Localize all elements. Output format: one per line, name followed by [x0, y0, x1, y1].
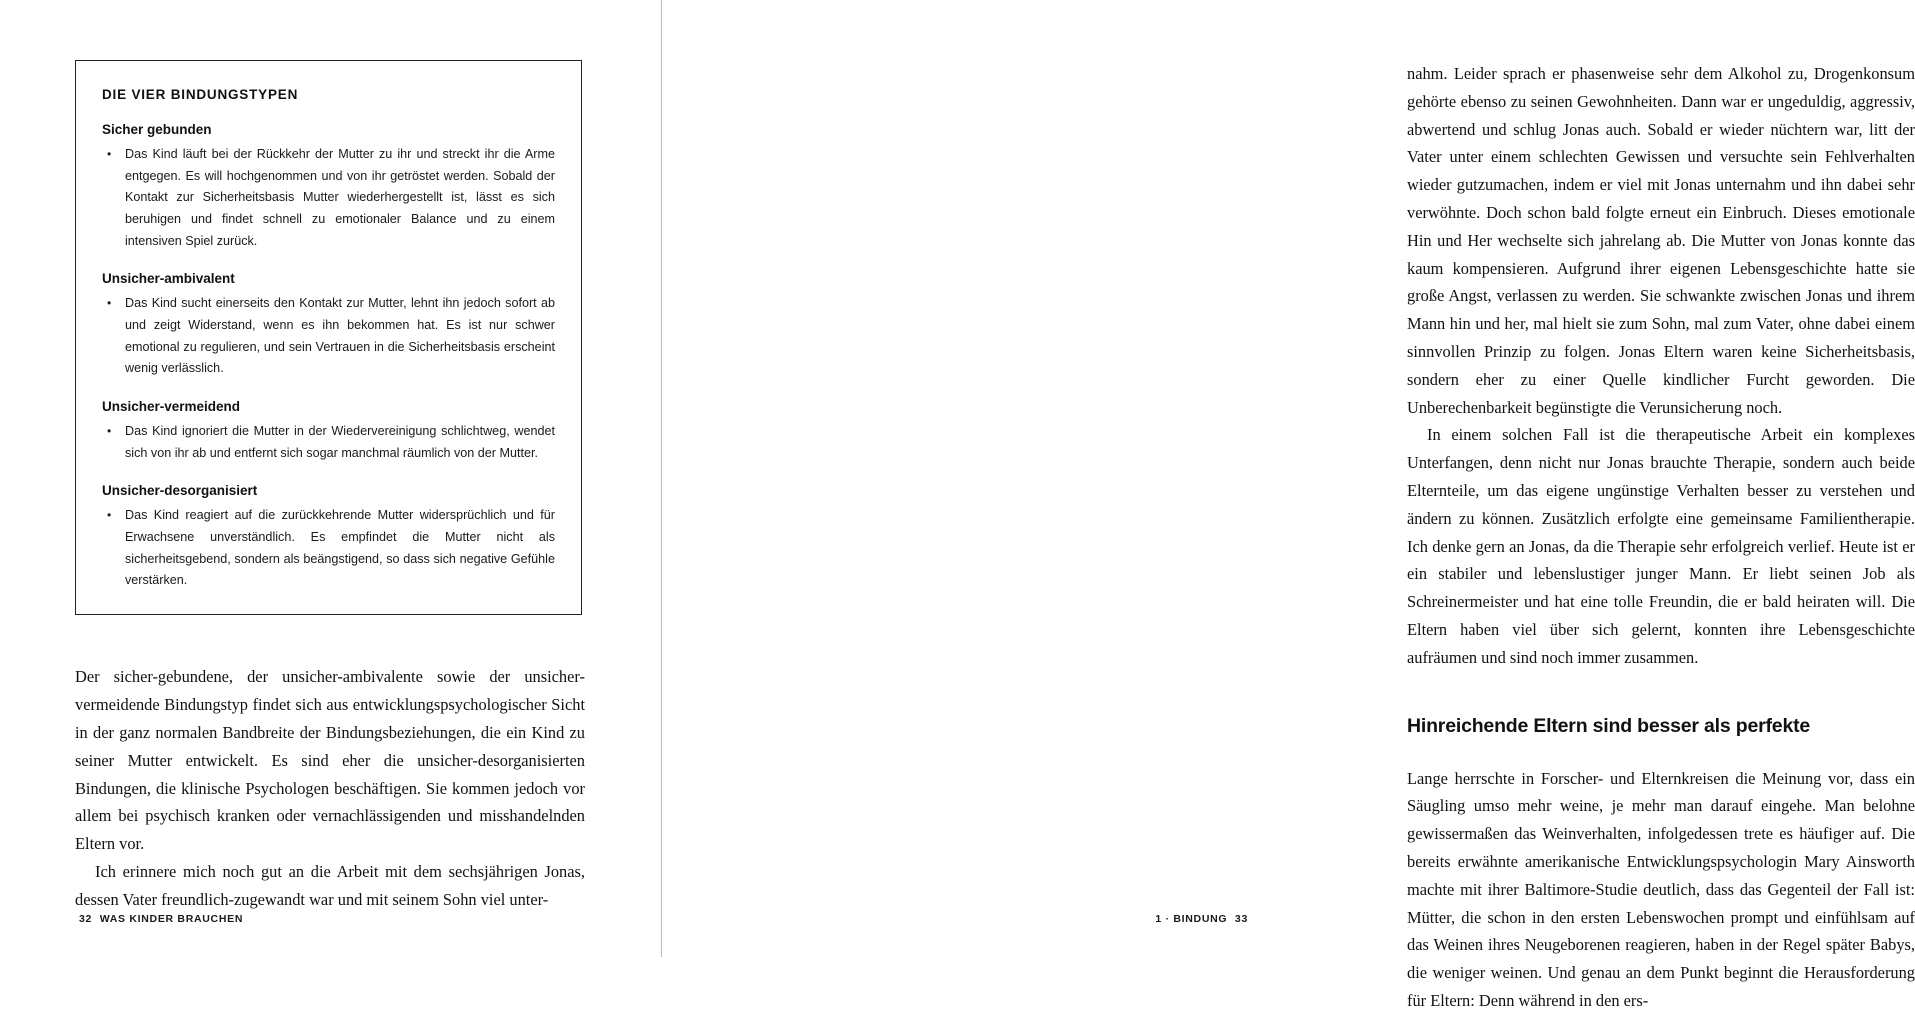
right-page [662, 0, 1915, 1010]
info-box-subheading: Unsicher-ambivalent [102, 271, 235, 287]
chapter-title: 1 · BINDUNG [1155, 913, 1228, 925]
info-box-bullet-list [102, 144, 555, 252]
list-item: • Das Kind läuft bei der Rückkehr der Mutter zu ihr und streckt ihr die Arme entgegen. Es will hochgenommen und von ihr getröstet werden. Sobald der Kontakt zur Sicherheitsbasis Mutter wiederhergestellt ist, lässt es sich beruhigen und findet schnell zu emotionaler Balance und zu einem intensiven Spiel zurück. [102, 144, 555, 252]
info-box-group-avoidant [102, 399, 555, 464]
right-page-body [1407, 60, 1915, 1015]
right-page-footer [1155, 913, 1252, 925]
info-box-bullet-list [102, 421, 555, 464]
section-heading: Hinreichende Eltern sind besser als perfekte [1407, 714, 1811, 737]
info-box-group-ambivalent [102, 271, 555, 380]
list-item: • Das Kind reagiert auf die zurückkehrende Mutter widersprüchlich und für Erwachsene unverständlich. Es empfindet die Mutter nicht als sicherheitsgebend, sondern als beängstigend, so dass sich negative Gefühle verstärken. [102, 505, 555, 592]
page-number: 32 [79, 913, 93, 925]
page-number: 33 [1234, 913, 1248, 925]
paragraph: nahm. Leider sprach er phasenweise sehr dem Alkohol zu, Drogenkonsum gehörte ebenso zu seinen Gewohnheiten. Dann war er ungeduldig, aggressiv, abwertend und schlug Jonas auch. Sobald er wieder nüchtern war, litt der Vater unter einem schlechten Gewissen und versuchte sein Fehlverhalten wieder gutzumachen, indem er viel mit Jonas unternahm und ihn dabei sehr verwöhnte. Doch schon bald folgte erneut ein Einbruch. Dieses emotionale Hin und Her wechselte sich jahrelang ab. Die Mutter von Jonas konnte das kaum kompensieren. Aufgrund ihrer eigenen Lebensgeschichte hatte sie große Angst, verlassen zu werden. Sie schwankte zwischen Jonas und ihrem Mann hin und her, mal hielt sie zum Sohn, mal zum Vater, ohne dabei einem sinnvollen Prinzip zu folgen. Jonas Eltern waren keine Sicherheitsbasis, sondern eher zu einer Quelle kindlicher Furcht geworden. Die Unberechenbarkeit begünstigte die Verunsicherung noch. [1407, 64, 1915, 417]
paragraph: Der sicher-gebundene, der unsicher-ambivalente sowie der unsicher-vermeidende Bindungstyp findet sich aus entwicklungspsychologischer Sicht in der ganz normalen Bandbreite der Bindungsbeziehungen, die ein Kind zu seiner Mutter entwickelt. Es sind eher die unsicher-desorganisierten Bindungen, die klinische Psychologen beschäftigen. Sie kommen jedoch vor allem bei psychisch kranken oder vernachlässigenden und misshandelnden Eltern vor. [75, 667, 585, 854]
paragraph: Lange herrschte in Forscher- und Elternkreisen die Meinung vor, dass ein Säugling umso mehr weine, je mehr man darauf eingehe. Man belohne gewissermaßen das Weinverhalten, infolgedessen trete es häufiger auf. Die bereits erwähnte amerikanische Entwicklungspsychologin Mary Ainsworth machte mit ihrer Baltimore-Studie deutlich, dass das Gegenteil der Fall ist: Mütter, die schon in den ersten Lebenswochen prompt und einfühlsam auf das Weinen ihres Neugeborenen reagieren, haben in der Regel später Babys, die weniger weinen. Und genau an dem Punkt beginnt die Herausforderung für Eltern: Denn während in den ers- [1407, 768, 1915, 1010]
info-box-group-secure [102, 122, 555, 252]
left-page-body [75, 663, 585, 914]
info-box-group-disorganized [102, 483, 555, 592]
info-box-bullet-list [102, 293, 555, 380]
info-box-subheading: Unsicher-vermeidend [102, 398, 241, 414]
paragraph: In einem solchen Fall ist die therapeutische Arbeit ein komplexes Unterfangen, denn nicht nur Jonas brauchte Therapie, sondern auch beide Elternteile, um das eigene ungünstige Verhalten besser zu verstehen und ändern zu können. Zusätzlich erfolgte eine gemeinsame Familientherapie. Ich denke gern an Jonas, da die Therapie sehr erfolgreich verlief. Heute ist er ein stabiler und lebenslustiger junger Mann. Er liebt seinen Job als Schreinermeister und hat eine tolle Freundin, die er bald heiraten will. Die Eltern haben viel über sich gelernt, konnten ihre Lebensgeschichte aufräumen und sind noch immer zusammen. [1407, 425, 1915, 667]
list-item: • Das Kind ignoriert die Mutter in der Wiedervereinigung schlichtweg, wendet sich von ihr ab und entfernt sich sogar manchmal räumlich von der Mutter. [102, 421, 555, 464]
paragraph: Ich erinnere mich noch gut an die Arbeit mit dem sechsjährigen Jonas, dessen Vater freundlich-zugewandt war und mit seinem Sohn viel unter- [75, 862, 585, 910]
left-page [0, 0, 662, 957]
info-box-bullet-list [102, 505, 555, 592]
list-item: • Das Kind sucht einerseits den Kontakt zur Mutter, lehnt ihn jedoch sofort ab und zeigt Widerstand, wenn es ihn bekommen hat. Es ist nur schwer emotional zu regulieren, und sein Vertrauen in die Sicherheitsbasis erscheint wenig verlässlich. [102, 293, 555, 380]
info-box-attachment-types [75, 60, 582, 615]
info-box-title: DIE VIER BINDUNGSTYPEN [102, 87, 299, 102]
info-box-subheading: Sicher gebunden [102, 122, 212, 137]
left-page-footer [75, 913, 243, 925]
running-title: WAS KINDER BRAUCHEN [99, 913, 244, 925]
info-box-subheading: Unsicher-desorganisiert [102, 483, 258, 499]
